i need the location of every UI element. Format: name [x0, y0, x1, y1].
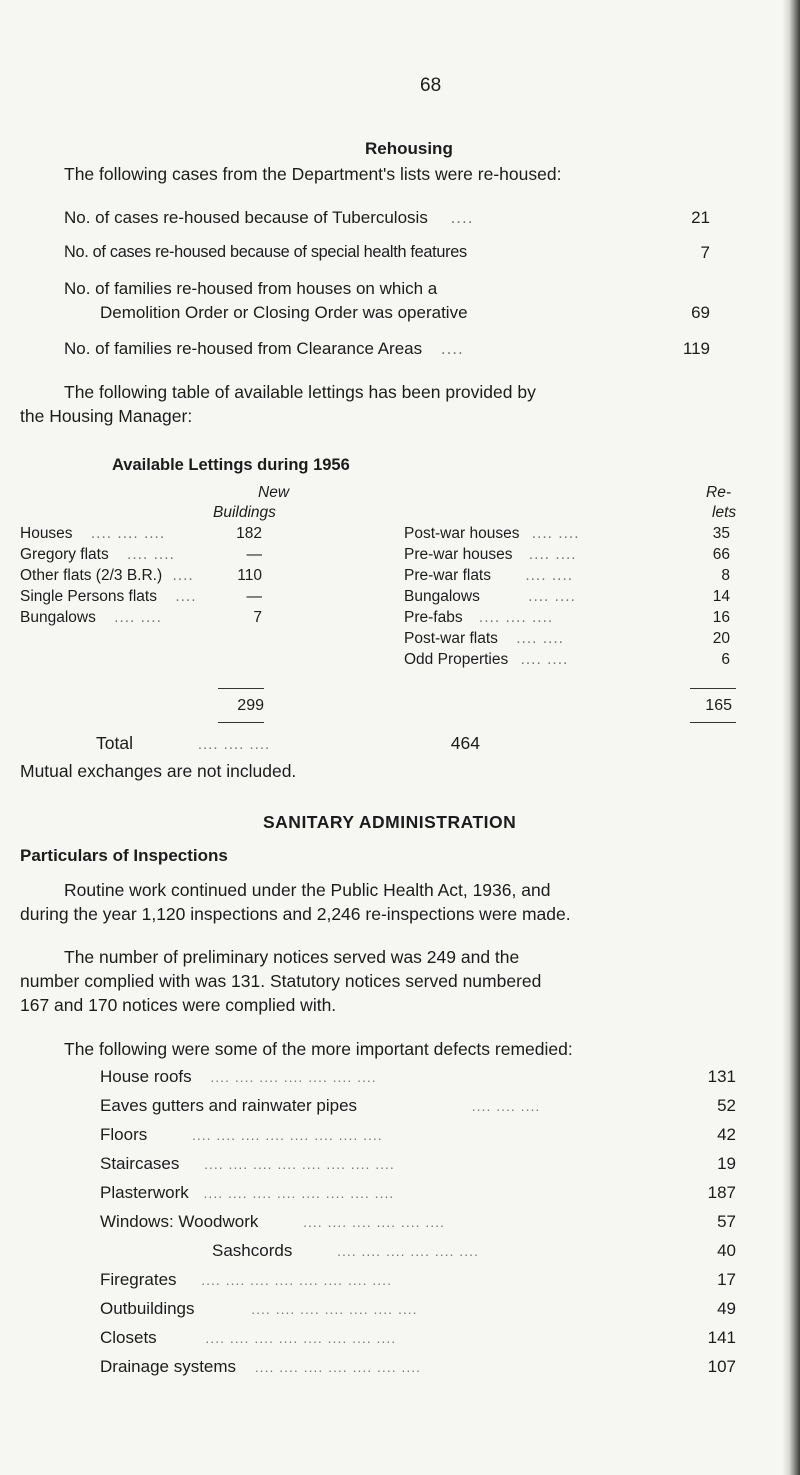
defect-value: 187 [707, 1183, 736, 1202]
total-label: Total [96, 733, 133, 753]
defect-label: Windows: Woodwork [100, 1212, 259, 1231]
mutual-exchanges-note: Mutual exchanges are not included. [20, 761, 297, 781]
relet-row [404, 630, 564, 648]
defect-row [100, 1357, 421, 1377]
defect-value: 107 [707, 1357, 736, 1376]
leader-dots: .... .... [528, 588, 576, 605]
rehousing-item-value: 119 [682, 339, 710, 358]
defect-value: 19 [717, 1154, 736, 1173]
defect-row [212, 1241, 479, 1261]
rehousing-item-value: 7 [700, 243, 710, 262]
leader-dots: .... .... .... .... .... .... .... .... [201, 1272, 392, 1288]
leader-dots: .... .... .... [90, 525, 166, 542]
defect-label: Sashcords [212, 1241, 293, 1260]
defect-label: Staircases [100, 1154, 180, 1173]
relet-row-value: 35 [712, 525, 730, 542]
leader-dots: .... [172, 567, 194, 584]
relet-row [404, 651, 568, 669]
relet-row-value: 14 [712, 588, 730, 605]
rehousing-item-label: No. of cases re-housed because of Tuberculosis [64, 208, 428, 227]
relet-row-label: Post-war houses [404, 525, 520, 542]
leader-dots: .... .... .... .... .... .... .... .... [204, 1156, 395, 1172]
relet-row-value: 8 [721, 567, 730, 584]
grand-total-row [96, 733, 270, 754]
defect-label: Outbuildings [100, 1299, 195, 1318]
leader-dots: .... .... [516, 630, 564, 647]
rehousing-intro: The following cases from the Department's lists were re-housed: [64, 164, 562, 184]
leader-dots: .... .... .... .... .... .... [337, 1243, 479, 1259]
new-buildings-total: 299 [237, 697, 264, 714]
new-row-value: 110 [237, 567, 262, 584]
defect-value: 131 [707, 1067, 736, 1086]
new-row [20, 609, 162, 627]
notices-para-line-3: 167 and 170 notices were complied with. [20, 995, 337, 1015]
leader-dots: .... .... [114, 609, 162, 626]
rehousing-item-label: Demolition Order or Closing Order was operative [100, 303, 468, 322]
new-row-value: — [246, 546, 262, 563]
rehousing-item-label: No. of cases re-housed because of special health features [64, 243, 467, 261]
rehousing-item-label: No. of families re-housed from houses on which a [64, 279, 438, 298]
defect-value: 141 [707, 1328, 736, 1347]
lettings-title: Available Lettings during 1956 [112, 456, 350, 474]
new-buildings-header-1: New [258, 484, 290, 501]
rehousing-item-value: 21 [691, 208, 710, 227]
relets-subtotal-rule [690, 688, 736, 689]
new-row-label: Bungalows [20, 609, 96, 626]
relet-row-label: Pre-war flats [404, 567, 491, 584]
leader-dots: .... .... .... .... .... .... .... [210, 1069, 377, 1085]
new-row [20, 525, 165, 543]
leader-dots: .... .... .... .... .... .... .... .... [205, 1330, 397, 1346]
defects-intro: The following were some of the more important defects remedied: [64, 1039, 573, 1059]
defect-row [100, 1212, 445, 1232]
defect-label: Plasterwork [100, 1183, 189, 1202]
relet-row-label: Post-war flats [404, 630, 498, 647]
defect-row [100, 1328, 396, 1348]
defect-value: 49 [717, 1299, 736, 1318]
defect-row [100, 1299, 418, 1319]
rehousing-item-label: No. of families re-housed from Clearance Areas [64, 339, 423, 358]
rehousing-item-tuberculosis [64, 208, 473, 228]
defect-row [100, 1096, 540, 1116]
notices-para-line-1: The number of preliminary notices served was 249 and the [64, 947, 520, 967]
leader-dots: .... .... .... [197, 736, 271, 753]
relet-row [404, 525, 580, 543]
inspections-para-1-line-1: Routine work continued under the Public Health Act, 1936, and [64, 880, 551, 900]
leader-dots: .... .... .... .... .... .... .... .... [203, 1185, 395, 1201]
new-row [20, 546, 175, 564]
relet-row [404, 609, 553, 627]
leader-dots: .... .... [525, 567, 574, 584]
defect-value: 57 [717, 1212, 736, 1231]
lettings-intro-line-1: The following table of available lettings has been provided by [64, 382, 536, 402]
defect-row [100, 1270, 392, 1290]
rehousing-item-demolition-2 [100, 303, 468, 323]
leader-dots: .... .... .... .... .... .... .... [254, 1359, 422, 1375]
defect-row [100, 1067, 377, 1087]
new-row-label: Gregory flats [20, 546, 109, 563]
new-row-label: Houses [20, 525, 73, 542]
relet-row-value: 6 [721, 651, 730, 668]
defect-value: 17 [717, 1270, 736, 1289]
relet-row [404, 546, 577, 564]
defect-row [100, 1154, 395, 1174]
leader-dots: .... .... .... .... .... .... .... [251, 1301, 418, 1317]
leader-dots: .... .... .... .... .... .... .... .... [191, 1127, 383, 1143]
inspections-para-1-line-2: during the year 1,120 inspections and 2,246 re-inspections were made. [20, 904, 571, 924]
notices-para-line-2: number complied with was 131. Statutory notices served numbered [20, 971, 542, 991]
relet-row-label: Bungalows [404, 588, 480, 605]
new-subtotal-rule [218, 688, 264, 689]
leader-dots: .... .... .... [471, 1098, 541, 1114]
relet-row-value: 66 [712, 546, 730, 563]
relet-row-label: Pre-fabs [404, 609, 463, 626]
defect-label: Drainage systems [100, 1357, 237, 1376]
leader-dots: .... .... [127, 546, 175, 563]
defect-label: Closets [100, 1328, 157, 1347]
inspections-subheading: Particulars of Inspections [20, 846, 228, 865]
relet-row-label: Odd Properties [404, 651, 509, 668]
sanitary-heading: SANITARY ADMINISTRATION [263, 812, 517, 832]
relet-row-label: Pre-war houses [404, 546, 513, 563]
leader-dots: .... [450, 208, 474, 227]
rehousing-item-special-health [64, 243, 467, 262]
new-row-value: — [246, 588, 262, 605]
rehousing-heading: Rehousing [365, 139, 453, 158]
defect-row [100, 1183, 394, 1203]
relet-row-value: 16 [712, 609, 730, 626]
new-row-value: 7 [253, 609, 262, 626]
relet-row [404, 588, 576, 606]
leader-dots: .... .... .... [478, 609, 554, 626]
new-row [20, 588, 197, 606]
defect-value: 42 [717, 1125, 736, 1144]
defect-value: 52 [717, 1096, 736, 1115]
leader-dots: .... [175, 588, 197, 605]
leader-dots: .... [440, 339, 464, 358]
new-row-value: 182 [236, 525, 262, 542]
defect-value: 40 [717, 1241, 736, 1260]
rehousing-item-clearance [64, 339, 464, 359]
page-edge-shadow [782, 0, 800, 1475]
defect-label: Firegrates [100, 1270, 177, 1289]
new-buildings-header-2: Buildings [213, 504, 276, 521]
lettings-intro-line-2: the Housing Manager: [20, 406, 193, 426]
leader-dots: .... .... [531, 525, 580, 542]
rehousing-item-value: 69 [691, 303, 710, 322]
relets-header-2: lets [712, 504, 737, 521]
new-row-label: Single Persons flats [20, 588, 157, 605]
page-number: 68 [420, 75, 442, 96]
new-total-rule [218, 722, 264, 723]
defect-row [100, 1125, 383, 1145]
leader-dots: .... .... [528, 546, 577, 563]
relets-total-rule [690, 722, 736, 723]
relet-row-value: 20 [712, 630, 730, 647]
new-row [20, 567, 194, 585]
leader-dots: .... .... [520, 651, 569, 668]
new-row-label: Other flats (2/3 B.R.) [20, 567, 163, 584]
rehousing-item-demolition-1 [64, 279, 437, 299]
relets-total: 165 [705, 697, 732, 714]
leader-dots: .... .... .... .... .... .... [303, 1214, 445, 1230]
defect-label: Floors [100, 1125, 148, 1144]
grand-total-value: 464 [450, 733, 480, 753]
relets-header-1: Re- [706, 484, 731, 501]
relet-row [404, 567, 573, 585]
defect-label: House roofs [100, 1067, 192, 1086]
defect-label: Eaves gutters and rainwater pipes [100, 1096, 358, 1115]
